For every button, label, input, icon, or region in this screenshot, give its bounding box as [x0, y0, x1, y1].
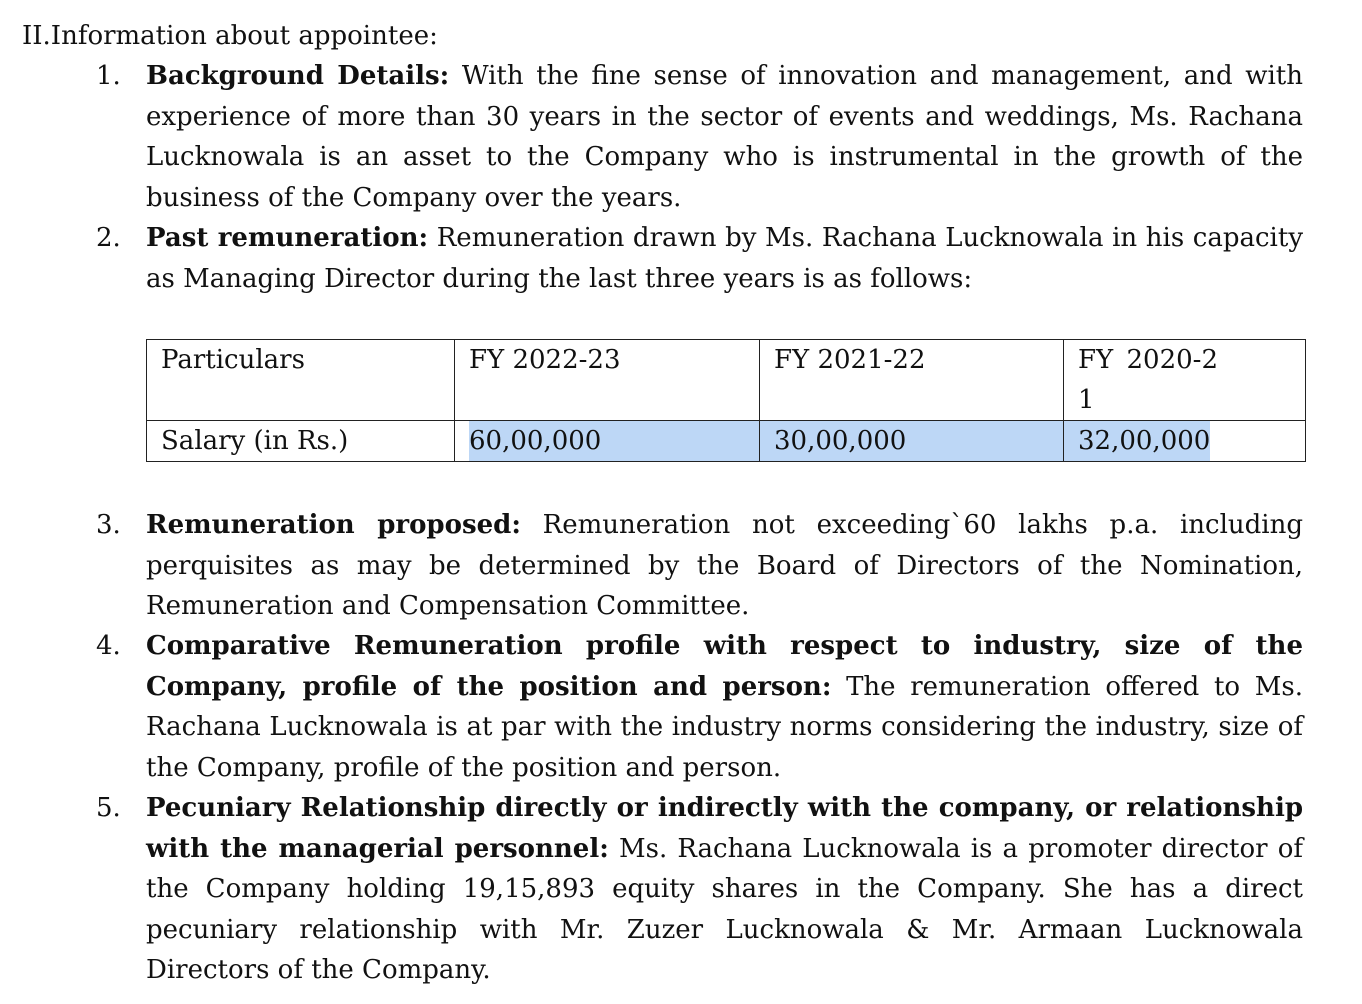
remuneration-table	[146, 339, 1306, 462]
list-number: 4.	[96, 631, 121, 661]
header-fy-2020-21	[1064, 340, 1306, 421]
item-text: Remuneration drawn by Ms. Rachana Lucknowala in his capacity as Managing Director during the last three years is as follows:	[146, 223, 1304, 294]
list-item-past-remuneration	[96, 218, 1304, 299]
header-fy-2020-21-text: FY 2020-21	[1078, 345, 1218, 415]
table-row	[147, 421, 1306, 462]
list-number: 1.	[96, 61, 121, 91]
list-item-comparative-profile	[96, 626, 1303, 788]
selected-value: 60,00,000	[469, 421, 759, 461]
item-lead: Comparative Remuneration profile with respect to industry, size of the Company, profile of the position and person:	[146, 631, 1303, 702]
cell-fy-2021-22: 30,00,000	[760, 421, 1064, 462]
item-lead: Pecuniary Relationship directly or indirectly with the company, or relationship with the managerial personnel:	[146, 793, 1303, 864]
list-number: 2.	[96, 223, 121, 253]
item-text: Remuneration not exceeding`60 lakhs p.a. including perquisites as may be determined by the Board of Directors of the Nomination, Remuneration and Compensation Committee.	[146, 510, 1304, 621]
list-item-background-details	[96, 56, 1303, 218]
item-text: With the fine sense of innovation and management, and with experience of more than 30 years in the sector of events and weddings, Ms. Rachana Lucknowala is an asset to the Company who is instrumental in the growth of the business of the Company over the years.	[146, 61, 1303, 213]
item-lead: Background Details:	[146, 61, 450, 91]
list-item-pecuniary-relationship	[96, 788, 1303, 991]
row-label: Salary (in Rs.)	[147, 421, 455, 462]
section-heading: II.Information about appointee:	[22, 21, 438, 51]
cell-fy-2022-23	[455, 421, 760, 462]
cell-fy-2020-21	[1064, 421, 1306, 462]
list-number: 3.	[96, 510, 121, 540]
header-fy-2021-22: FY 2021-22	[760, 340, 1064, 421]
item-lead: Remuneration proposed:	[146, 510, 521, 540]
item-text: Ms. Rachana Lucknowala is a promoter director of the Company holding 19,15,893 equity shares in the Company. She has a direct pecuniary relationship with Mr. Zuzer Lucknowala & Mr. Armaan Lucknowala Directors of the Company.	[146, 833, 1303, 985]
list-number: 5.	[96, 793, 121, 823]
table-header-row	[147, 340, 1306, 421]
item-lead: Past remuneration:	[146, 223, 429, 253]
header-fy-2022-23: FY 2022-23	[455, 340, 760, 421]
selected-value: 32,00,000	[1064, 421, 1210, 461]
header-particulars: Particulars	[147, 340, 455, 421]
item-text: The remuneration offered to Ms. Rachana Lucknowala is at par with the industry norms considering the industry, size of the Company, profile of the position and person.	[146, 671, 1303, 783]
list-item-remuneration-proposed	[96, 505, 1304, 627]
